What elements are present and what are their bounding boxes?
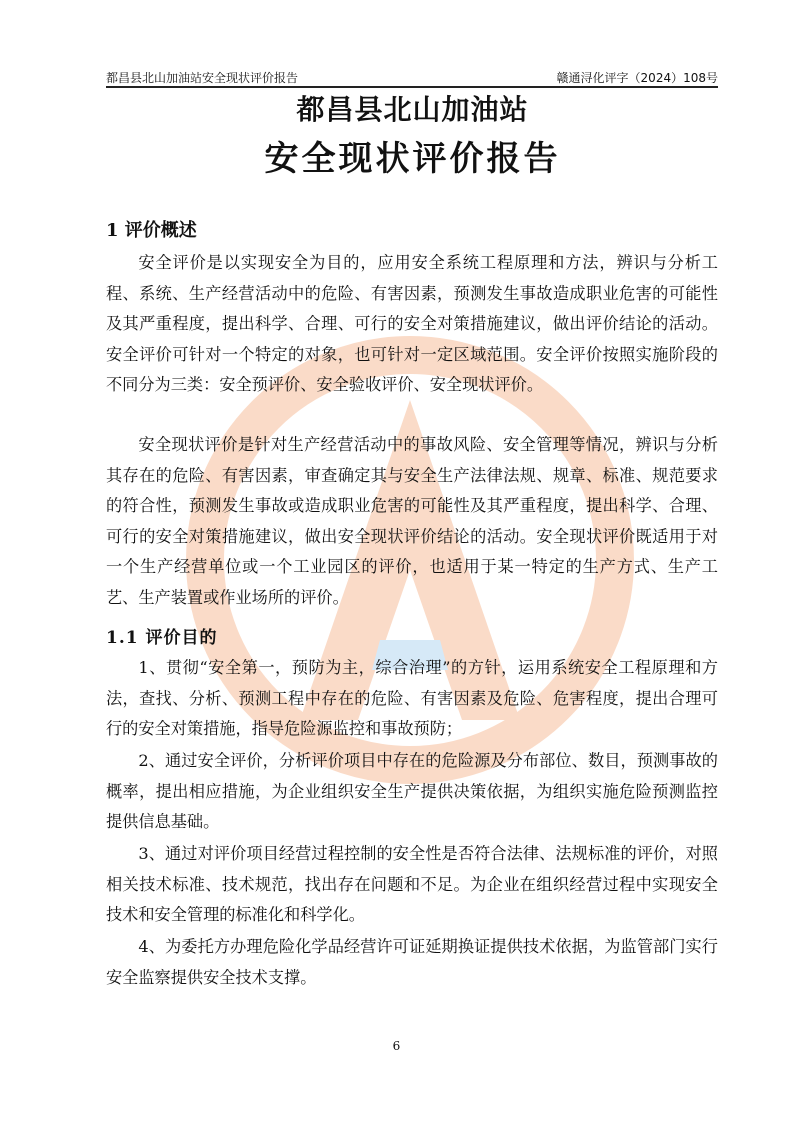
- subsection-heading-evaluation-purpose: 1.1 评价目的: [106, 628, 218, 648]
- purpose-item-3: 3、通过对评价项目经营过程控制的安全性是否符合法律、法规标准的评价，对照相关技术标准、技术规范，找出存在问题和不足。为企业在组织经营过程中实现安全技术和安全管理的标准化和科学化。: [106, 844, 718, 924]
- header-divider: [106, 86, 718, 88]
- overview-paragraph-2: 安全现状评价是针对生产经营活动中的事故风险、安全管理等情况，辨识与分析其存在的危险、有害因素，审查确定其与安全生产法律法规、规章、标准、规范要求的符合性，预测发生事故或造成职业危害的可能性及其严重程度，提出科学、合理、可行的安全对策措施建议，做出安全现状评价结论的活动。安全现状评价既适用于对一个生产经营单位或一个工业园区的评价，也适用于某一特定的生产方式、生产工艺、生产装置或作业场所的评价。: [106, 435, 718, 607]
- document-title-line-1: 都昌县北山加油站: [296, 93, 529, 126]
- header-document-title: 都昌县北山加油站安全现状评价报告: [106, 71, 299, 85]
- running-header: [106, 70, 718, 86]
- section-heading-evaluation-overview: 1 评价概述: [106, 220, 197, 241]
- overview-paragraph-1: 安全评价是以实现安全为目的，应用安全系统工程原理和方法，辨识与分析工程、系统、生产经营活动中的危险、有害因素，预测发生事故造成职业危害的可能性及其严重程度，提出科学、合理、可行的安全对策措施建议，做出评价结论的活动。安全评价可针对一个特定的对象，也可针对一定区域范围。安全评价按照实施阶段的不同分为三类：安全预评价、安全验收评价、安全现状评价。: [106, 253, 718, 394]
- document-title-line-2: 安全现状评价报告: [264, 139, 561, 179]
- page-number: 6: [392, 1039, 401, 1053]
- purpose-item-4: 4、为委托方办理危险化学品经营许可证延期换证提供技术依据，为监管部门实行安全监察提供安全技术支撑。: [106, 937, 718, 987]
- purpose-item-1: 1、贯彻“安全第一，预防为主，综合治理”的方针，运用系统安全工程原理和方法，查找、分析、预测工程中存在的危险、有害因素及危险、危害程度，提出合理可行的安全对策措施，指导危险源监控和事故预防；: [106, 658, 718, 738]
- header-document-number: 赣通浔化评字（2024）108号: [556, 71, 718, 85]
- purpose-item-2: 2、通过安全评价，分析评价项目中存在的危险源及分布部位、数目，预测事故的概率，提出相应措施，为企业组织安全生产提供决策依据，为组织实施危险预测监控提供信息基础。: [106, 751, 718, 831]
